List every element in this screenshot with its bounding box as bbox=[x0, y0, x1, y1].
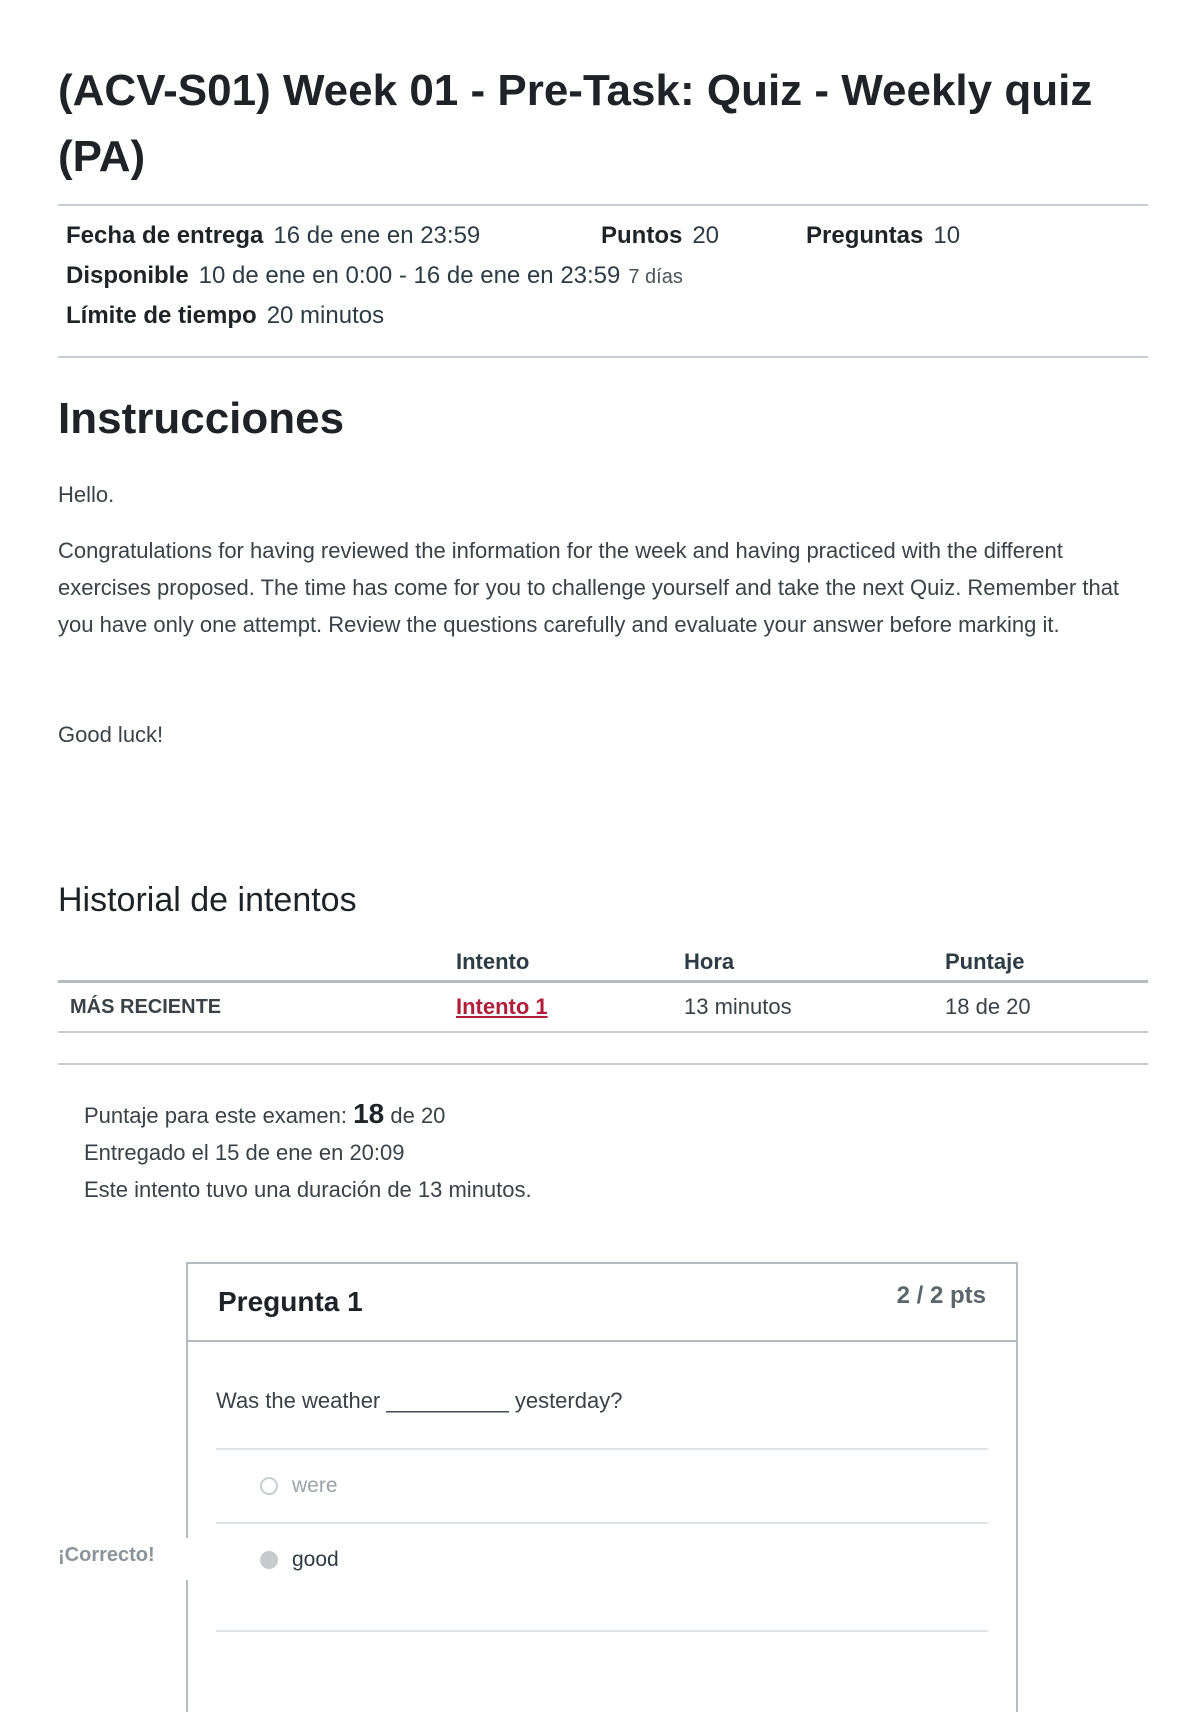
quiz-page bbox=[58, 58, 1148, 1208]
question-title: Pregunta 1 bbox=[218, 1286, 363, 1317]
instructions-hello: Hello. bbox=[58, 482, 115, 507]
divider bbox=[216, 1630, 988, 1632]
instructions-heading: Instrucciones bbox=[58, 394, 345, 443]
attempt-history-table bbox=[58, 944, 1148, 1033]
due-date: Fecha de entrega 16 de ene en 23:59 bbox=[66, 222, 481, 249]
duration-line: Este intento tuvo una duración de 13 minutos. bbox=[84, 1177, 532, 1202]
submitted-line: Entregado el 15 de ene en 20:09 bbox=[84, 1140, 405, 1165]
column-header bbox=[58, 944, 456, 982]
column-header-time: Hora bbox=[684, 944, 945, 982]
attempt-summary bbox=[84, 1095, 1148, 1208]
most-recent-tag: MÁS RECIENTE bbox=[58, 982, 456, 1033]
instructions-closing: Good luck! bbox=[58, 722, 164, 747]
radio-icon bbox=[260, 1477, 278, 1495]
question-text: Was the weather __________ yesterday? bbox=[216, 1388, 623, 1413]
column-header-score: Puntaje bbox=[945, 944, 1148, 982]
answer-option-selected: good bbox=[216, 1522, 988, 1596]
divider bbox=[58, 356, 1148, 358]
instructions-body: Congratulations for having reviewed the information for the week and having practiced with the different exercises proposed. The time has come for you to challenge yourself and take the next Quiz. Remember that you have only one attempt. Review the questions carefully and evaluate your answer before marking it. bbox=[58, 538, 1120, 637]
attempt-score: 18 de 20 bbox=[945, 982, 1148, 1033]
answer-option: were bbox=[216, 1448, 988, 1522]
attempt-history-heading: Historial de intentos bbox=[58, 881, 357, 919]
points: Puntos 20 bbox=[601, 222, 720, 249]
divider bbox=[58, 1063, 1148, 1065]
availability: Disponible 10 de ene en 0:00 - 16 de ene en 23:59 7 días bbox=[66, 262, 683, 289]
column-header-attempt: Intento bbox=[456, 944, 684, 982]
score-value: 18 bbox=[353, 1098, 385, 1129]
page-title: (ACV-S01) Week 01 - Pre-Task: Quiz - Weekly quiz (PA) bbox=[58, 66, 1093, 181]
table-header-row bbox=[58, 944, 1148, 982]
attempt-time: 13 minutos bbox=[684, 982, 945, 1033]
question-card bbox=[186, 1262, 1018, 1712]
question-body bbox=[188, 1388, 1016, 1632]
questions-count: Preguntas 10 bbox=[806, 222, 961, 249]
attempt-link[interactable]: Intento 1 bbox=[456, 994, 548, 1019]
question-points: 2 / 2 pts bbox=[896, 1282, 986, 1309]
score-line: Puntaje para este examen: 18 de 20 bbox=[84, 1098, 446, 1129]
table-row bbox=[58, 982, 1148, 1033]
quiz-details bbox=[58, 206, 1148, 356]
time-limit: Límite de tiempo 20 minutos bbox=[66, 302, 385, 329]
question-header bbox=[188, 1264, 1016, 1342]
radio-selected-icon bbox=[260, 1551, 278, 1569]
correct-badge: ¡Correcto! bbox=[58, 1544, 184, 1567]
